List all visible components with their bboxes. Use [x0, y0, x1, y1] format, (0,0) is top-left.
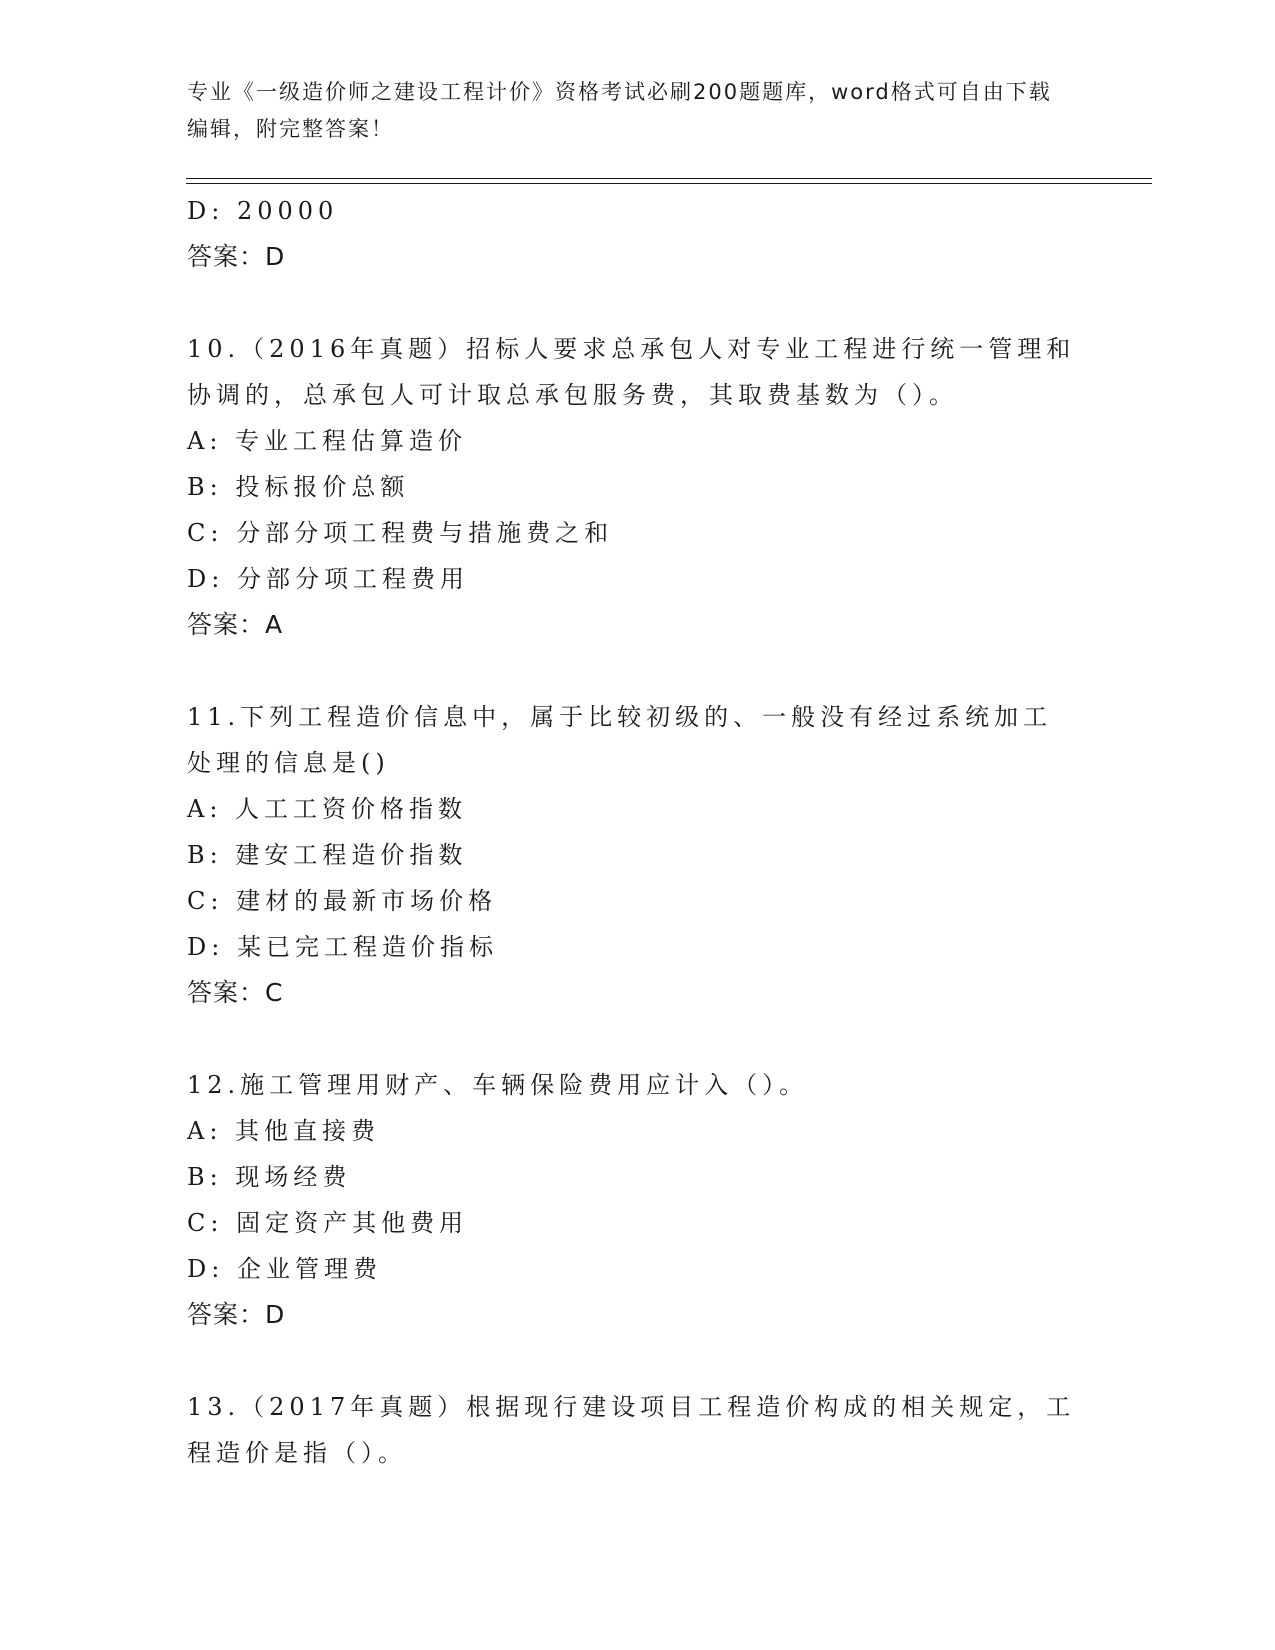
option-c: C: 固定资产其他费用	[187, 1209, 469, 1237]
question-text: 10.（2016年真题）招标人要求总承包人对专业工程进行统一管理和协调的，总承包人可计取总承包服务费，其取费基数为（）。	[187, 335, 1076, 409]
option-a: A: 人工工资价格指数	[187, 795, 468, 823]
spacer	[187, 1016, 1087, 1062]
question-12	[187, 1062, 1087, 1338]
question-text: 12.施工管理用财产、车辆保险费用应计入（）。	[187, 1071, 809, 1099]
option-d: D: 分部分项工程费用	[187, 565, 469, 593]
option-c: C: 建材的最新市场价格	[187, 887, 498, 915]
question-11	[187, 694, 1087, 1016]
option-d: D: 某已完工程造价指标	[187, 933, 498, 961]
option-c: C: 分部分项工程费与措施费之和	[187, 519, 614, 547]
answer-label: 答案：A	[187, 610, 284, 639]
option-b: B: 投标报价总额	[187, 473, 410, 501]
answer-label: 答案：D	[187, 242, 286, 271]
spacer	[187, 648, 1087, 694]
option-a: A: 其他直接费	[187, 1117, 381, 1145]
question-13	[187, 1384, 1087, 1476]
question-list	[187, 188, 1087, 1476]
question-10	[187, 326, 1087, 648]
option-b: B: 建安工程造价指数	[187, 841, 468, 869]
document-header: 专业《一级造价师之建设工程计价》资格考试必刷200题题库，word格式可自由下载编辑，附完整答案！	[187, 80, 1052, 141]
header-rule-top	[186, 178, 1152, 179]
option-b: B: 现场经费	[187, 1163, 352, 1191]
option-a: A: 专业工程估算造价	[187, 427, 468, 455]
question-text: 11.下列工程造价信息中，属于比较初级的、一般没有经过系统加工处理的信息是()	[187, 703, 1053, 777]
answer-label: 答案：D	[187, 1300, 286, 1329]
question-text: 13.（2017年真题）根据现行建设项目工程造价构成的相关规定，工程造价是指（）。	[187, 1393, 1076, 1467]
option-d: D: 20000	[187, 197, 339, 225]
spacer	[187, 1338, 1087, 1384]
header-rule-bottom	[186, 183, 1152, 184]
answer-label: 答案：C	[187, 978, 284, 1007]
option-d: D: 企业管理费	[187, 1255, 382, 1283]
spacer	[187, 280, 1087, 326]
